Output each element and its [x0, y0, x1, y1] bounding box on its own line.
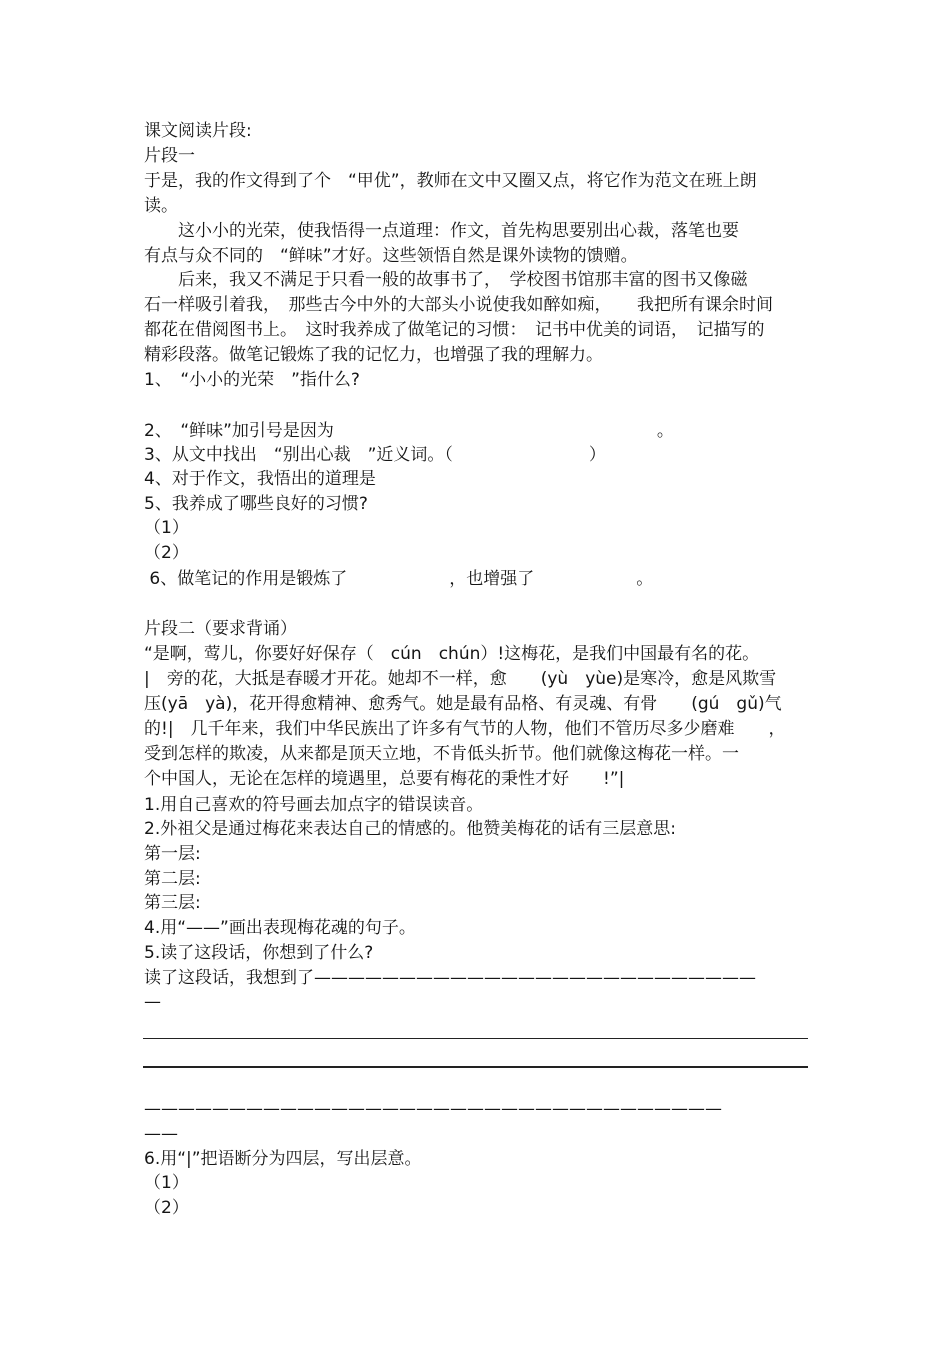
section2-answer-slot: 第三层:: [144, 893, 201, 913]
section1-heading: 片段一: [144, 146, 195, 166]
section2-answer-line: 读了这段话，我想到了——————————————————————————: [144, 968, 756, 988]
section1-passage-line: 于是，我的作文得到了个 “甲优”，教师在文中又圈又点，将它作为范文在班上朗: [144, 171, 757, 191]
section2-passage-line: 个中国人，无论在怎样的境遇里，总要有梅花的秉性才好 !”|: [144, 769, 625, 789]
section1-question: 4、对于作文，我悟出的道理是: [144, 469, 376, 489]
section1-answer-slot: （2）: [144, 543, 189, 563]
document-title: 课文阅读片段:: [144, 121, 252, 141]
section2-dash-line: ——: [144, 1124, 178, 1144]
section2-dash-line: ——————————————————————————————————: [144, 1099, 722, 1119]
section1-question: 3、从文中找出 “别出心裁 ”近义词。（ ）: [144, 445, 606, 465]
section1-passage-line: 石一样吸引着我， 那些古今中外的大部头小说使我如醉如痴， 我把所有课余时间: [144, 295, 773, 315]
section2-question: 4.用“——”画出表现梅花魂的句子。: [144, 918, 416, 938]
section1-passage-line: 后来，我又不满足于只看一般的故事书了， 学校图书馆那丰富的图书又像磁: [144, 270, 748, 290]
section2-passage-line: 受到怎样的欺凌，从来都是顶天立地，不肯低头折节。他们就像这梅花一样。一: [144, 744, 739, 764]
answer-rule: [143, 1038, 808, 1039]
section2-heading: 片段二（要求背诵）: [144, 619, 297, 639]
section2-answer-slot: （2）: [144, 1198, 189, 1218]
section1-passage-line: 这小小的光荣，使我悟得一点道理：作文，首先构思要别出心裁，落笔也要: [144, 221, 739, 241]
answer-rule: [143, 1066, 808, 1068]
section2-passage-line: 的!| 几千年来，我们中华民族出了许多有气节的人物，他们不管历尽多少磨难 ，: [144, 719, 786, 739]
section1-question: 5、我养成了哪些良好的习惯?: [144, 494, 368, 514]
section2-question: 1.用自己喜欢的符号画去加点字的错误读音。: [144, 795, 484, 815]
section1-passage-line: 有点与众不同的 “鲜味”才好。这些领悟自然是课外读物的馈赠。: [144, 246, 638, 266]
section1-question: 2、 “鲜味”加引号是因为 。: [144, 421, 674, 441]
section1-question: 1、 “小小的光荣 ”指什么?: [144, 370, 360, 390]
section2-answer-line: —: [144, 992, 161, 1012]
section1-passage-line: 都花在借阅图书上。 这时我养成了做笔记的习惯： 记书中优美的词语， 记描写的: [144, 320, 765, 340]
section1-passage-line: 读。: [144, 196, 178, 216]
section1-passage-line: 精彩段落。做笔记锻炼了我的记忆力，也增强了我的理解力。: [144, 345, 603, 365]
section2-passage-line: 压(yā yà)，花开得愈精神、愈秀气。她是最有品格、有灵魂、有骨 (gú gǔ)气: [144, 694, 782, 714]
section2-answer-slot: 第二层:: [144, 869, 201, 889]
section1-answer-slot: （1）: [144, 518, 189, 538]
section2-question: 2.外祖父是通过梅花来表达自己的情感的。他赞美梅花的话有三层意思:: [144, 819, 676, 839]
section2-question: 5.读了这段话，你想到了什么?: [144, 943, 374, 963]
section2-question: 6.用“|”把语断分为四层，写出层意。: [144, 1149, 422, 1169]
section2-passage-line: | 旁的花，大抵是春暖才开花。她却不一样，愈 (yù yùe)是寒冷，愈是风欺雪: [144, 669, 777, 689]
section2-answer-slot: （1）: [144, 1173, 189, 1193]
section2-passage-line: “是啊，莺儿，你要好好保存（ cún chún）!这梅花，是我们中国最有名的花。: [144, 644, 760, 664]
section1-question: 6、做笔记的作用是锻炼了 ，也增强了 。: [144, 569, 654, 589]
section2-answer-slot: 第一层:: [144, 844, 201, 864]
